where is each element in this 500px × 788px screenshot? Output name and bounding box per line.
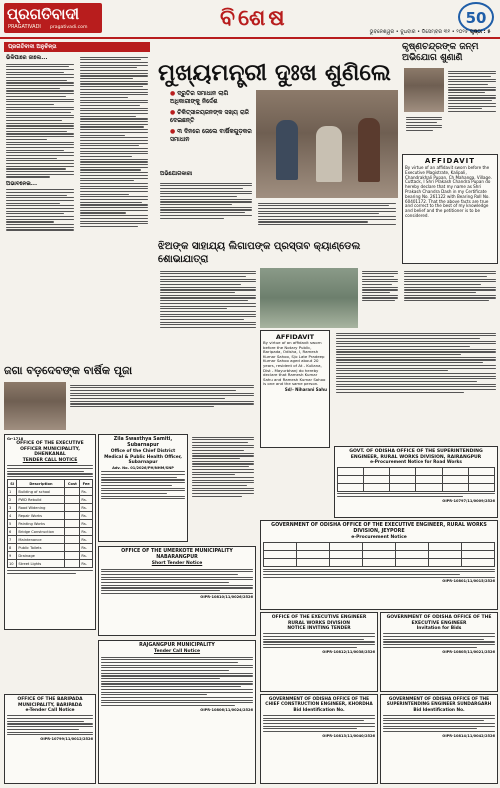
notice-2-sub: Short Tender Notice	[151, 561, 203, 566]
notice-sundargarh	[380, 694, 498, 784]
table-row	[8, 544, 93, 552]
notice-3-code: OIPR-10797/11/0009/2526	[442, 498, 495, 503]
notice-subarnapur	[98, 434, 188, 542]
table-cell: 9	[8, 552, 17, 560]
notice-1-header: Zila Swasthya Samiti, Subarnapur	[113, 437, 173, 448]
bottom-headline: ଜଗା ବଡ଼ଦେବଙ୍କ ବାର୍ଷିକ ପୂଜା	[4, 364, 133, 377]
table-cell: 8	[8, 544, 17, 552]
logo-sub: PRAGATIVADI	[8, 24, 41, 30]
affidavit-text-1: By virtue of an affidavit sworn before the Executive Magistrate, Kalipali, Chandrakhali Pupan, Ch Mahanga, Village. Cuttack, I Shri Prakash Chandra Pupan do hereby declare that my name as Shri Prakash Chandra Dash in my Certificate bearing No. 261122 with Bearing Roll No. 60401172. That the above facts are true and correct to the best of my knowledge and belief and the petitioner is to be considered.	[405, 165, 492, 218]
main-headline: ମୁଖ୍ୟମନ୍ତ୍ରୀ ଦୁଃଖ ଶୁଣିଲେ	[158, 59, 391, 86]
table-cell: Rs.	[80, 512, 93, 520]
affidavit-title-1: AFFIDAVIT	[424, 157, 476, 165]
table-cell: Building of school	[17, 488, 65, 496]
notice-5-code: OIPR-10812/11/0038/2526	[322, 649, 375, 654]
affidavit-sign-2: Sd/- Niharani Sahu	[284, 386, 327, 392]
notice-0-header: OFFICE OF THE EXECUTIVE OFFICER MUNICIPALITY, DHENKANAL	[16, 441, 84, 458]
notice-4-sub: e-Procurement Notice	[351, 535, 407, 540]
bottom-photo	[4, 382, 66, 430]
notice-6-sub: Invitation for Bids	[416, 626, 462, 632]
table-head: Cost	[65, 480, 80, 488]
notice-khordha	[260, 694, 378, 784]
table-cell	[65, 536, 80, 544]
table-cell: 5	[8, 520, 17, 528]
table-head: Fee	[80, 480, 93, 488]
notice-1-code: Adv. No. 01/2026/PH/NHM/SNP	[112, 465, 174, 470]
table-cell: PWD Rebuild	[17, 496, 65, 504]
anniversary-number: 50	[465, 9, 487, 27]
right-headline-line2: ଅଭିଯୋଗ ଶୁଣାଣି	[402, 53, 463, 63]
notice-4-table	[263, 542, 495, 567]
main-bullets	[170, 90, 254, 166]
table-head: Sl	[8, 480, 17, 488]
notice-1-sub: Office of the Chief District Medical & Public Health Officer, Subarnapur	[104, 449, 182, 465]
photo-person-2	[316, 126, 342, 182]
notice-10-sub: Bid Identification No.	[413, 707, 465, 713]
notice-8-header: RAJGANGPUR MUNICIPALITY	[139, 643, 215, 648]
main-bullet-1: ● ଦ୍ରୁତିର ସମାଧାନ ଲାଗି ଅଧିକାରୀଙ୍କୁ ନିର୍ଦ୍ଦେଶ	[170, 90, 254, 106]
table-cell: Road Widening	[17, 504, 65, 512]
left-heading-1: ଭିକିପାରେ ଜାଲେ...	[6, 55, 48, 61]
notice-7-code: OIPR-10799/11/0012/2526	[40, 736, 93, 741]
table-row	[8, 552, 93, 560]
table-cell: Rs.	[80, 544, 93, 552]
main-bullet-2: ● ଚିକିତ୍ସାଳୟଜନଙ୍କ ସଖ୍ୟ ରାଜି ଦେଇଛନ୍ତି	[170, 109, 254, 125]
table-cell: Street Lights	[17, 560, 65, 568]
section-tag-text: ପ୍ରଗତିବାଦୀ ଅନୁଚିନ୍ତା	[8, 44, 57, 50]
right-top-body-2	[404, 114, 444, 152]
notice-8-code: OIPR-10806/11/0024/2526	[200, 707, 253, 712]
table-cell	[65, 496, 80, 504]
notice-9-header: GOVERNMENT OF ODISHA OFFICE OF THE CHIEF CONSTRUCTION ENGINEER, KHORDHA	[265, 697, 373, 708]
affidavit-box-1	[402, 154, 498, 264]
logo-box	[4, 3, 102, 33]
notice-9-sub: Bid Identification No.	[293, 707, 345, 713]
photo-person-3	[358, 118, 380, 182]
table-cell	[65, 528, 80, 536]
table-cell	[65, 512, 80, 520]
notice-10-header: GOVERNMENT OF ODISHA OFFICE OF THE SUPERINTENDING ENGINEER SUNDARGARH	[386, 697, 492, 708]
masthead-rule	[0, 37, 500, 39]
notice-6-code: OIPR-10805/11/0021/2526	[442, 649, 495, 654]
notice-7-sub: e-Tender Call Notice	[25, 708, 75, 714]
table-cell: Rs.	[80, 504, 93, 512]
second-headline: ଝିଅଙ୍କ ସାହାଯ୍ୟ ଲିଗାପଙ୍କ ପ୍ରସ୍ତାବ କ୍ୟାଣ୍ଡେଲ ଶୋଭାଯାତ୍ରା	[158, 241, 361, 265]
second-body	[158, 268, 258, 356]
notice-7-header: OFFICE OF THE BARIPADA MUNICIPALITY, BARIPADA	[17, 697, 83, 708]
notice-dhenkanal	[4, 434, 96, 630]
notice-8-sub: Tender Call Notice	[153, 649, 201, 654]
website-text: pragativadi.com	[50, 25, 88, 30]
left-heading-2: ଅଭାବନେଇ...	[6, 180, 38, 187]
table-cell: 3	[8, 504, 17, 512]
table-cell: Rs.	[80, 552, 93, 560]
table-cell	[65, 560, 80, 568]
notice-5-sub: NOTICE INVITING TENDER	[287, 626, 351, 632]
affidavit-text-2: By virtue of an affidavit sworn before the Notary Public, Baripada, Odisha, I, Ramesh Kumar Sahoo, S/o Late Pradeep Kumar Sahoo aged about 20 years, resident of At - Kuliana, Dist - Mayurbhanj do hereby declare that Ramesh Kumar Sahu and Ramesh Kumar Sahoo is one and the same person.	[263, 340, 326, 387]
affidavit-title-2: AFFIDAVIT	[275, 333, 315, 341]
table-cell: 1	[8, 488, 17, 496]
table-row	[8, 496, 93, 504]
notice-2-header: OFFICE OF THE UMERKOTE MUNICIPALITY NABARANGPUR	[121, 549, 233, 560]
notice-rairangpur	[334, 446, 498, 518]
notice-rwd	[260, 612, 378, 692]
table-cell: Repair Works	[17, 512, 65, 520]
notice-5-header: OFFICE OF THE EXECUTIVE ENGINEER RURAL WORKS DIVISION	[271, 615, 367, 626]
table-row	[8, 536, 93, 544]
notice-0-table	[7, 479, 93, 568]
table-head: Description	[17, 480, 65, 488]
logo-text: ପ୍ରଗତିବାଦୀ	[7, 5, 80, 23]
table-row	[8, 560, 93, 568]
notice-invitation	[380, 612, 498, 692]
table-cell: Drainage	[17, 552, 65, 560]
table-cell: Public Toilets	[17, 544, 65, 552]
main-subheading: ଅଭିଯୋଗକାରୀ	[160, 171, 193, 177]
table-cell	[65, 504, 80, 512]
table-cell: 2	[8, 496, 17, 504]
table-cell: 4	[8, 512, 17, 520]
table-row	[8, 512, 93, 520]
section-tag	[4, 42, 150, 52]
table-cell: 10	[8, 560, 17, 568]
notice-4-code: OIPR-10801/11/0015/2526	[442, 579, 495, 584]
main-bullet-3: ● ୩ ଦିନରେ ଜେଲେ ବାର୍ଷିକଗୁଡ଼କର ସମାଧାନ	[170, 128, 254, 144]
date-line: ଭୁବନେଶ୍ୱର • ବୁଧବାର • ଡିସେମ୍ବର ୩୧ • ୨୦୨୫	[369, 29, 468, 35]
notice-4-header: GOVERNMENT OF ODISHA OFFICE OF THE EXECUTIVE ENGINEER, RURAL WORKS DIVISION, JEYPORE	[271, 523, 487, 534]
table-cell: Rs.	[80, 528, 93, 536]
table-row	[8, 488, 93, 496]
notice-3-header: GOVT. OF ODISHA OFFICE OF THE SUPERINTENDING ENGINEER, RURAL WORKS DIVISION, RAIRANGPUR	[349, 449, 483, 460]
right-mid-body	[334, 330, 498, 442]
notice-3-sub: e-Procurement Notice for Road Works	[370, 460, 462, 466]
table-cell: Rs.	[80, 488, 93, 496]
bottom-body	[68, 382, 256, 430]
table-cell	[65, 488, 80, 496]
second-photo	[260, 268, 358, 328]
notice-9-code: OIPR-10813/11/0040/2526	[322, 733, 375, 738]
notice-2-code: OIPR-10810/11/0026/2526	[200, 595, 253, 600]
right-headline-line1: କୃଷ୍ଣଚନ୍ଦ୍ରଙ୍କ ଜନ୍ମ	[402, 42, 479, 52]
masthead	[0, 0, 500, 38]
notice-jeypore	[260, 520, 498, 610]
table-cell: Rs.	[80, 560, 93, 568]
right-top-body	[446, 68, 498, 152]
photo-person-1	[276, 120, 298, 180]
table-row	[8, 504, 93, 512]
table-cell: 7	[8, 536, 17, 544]
left-article	[4, 54, 76, 359]
table-cell	[65, 544, 80, 552]
notice-0-code: Gr-1718	[7, 437, 24, 441]
table-cell: Rs.	[80, 520, 93, 528]
notice-10-code: OIPR-10814/11/0042/2526	[442, 733, 495, 738]
table-row	[8, 520, 93, 528]
table-cell	[65, 552, 80, 560]
table-cell: Painting Works	[17, 520, 65, 528]
notice-rajgangpur	[98, 640, 256, 784]
table-cell: Bridge Construction	[17, 528, 65, 536]
notice-6-header: GOVERNMENT OF ODISHA OFFICE OF THE EXECUTIVE ENGINEER	[386, 615, 492, 626]
notice-3-table	[337, 467, 495, 492]
right-top-photo	[404, 68, 444, 112]
left-article-2	[78, 54, 150, 359]
notice-umerkote	[98, 546, 256, 636]
affidavit-box-2	[260, 330, 330, 448]
page-label: ପୃଷ୍ଠା : ୫	[470, 29, 491, 35]
table-row	[8, 528, 93, 536]
main-body-cols	[256, 200, 398, 236]
table-cell: 6	[8, 528, 17, 536]
main-photo	[256, 90, 398, 198]
table-cell: Maintenance	[17, 536, 65, 544]
table-cell	[65, 520, 80, 528]
section-title: ବିଶେଷ	[220, 5, 288, 31]
table-cell: Rs.	[80, 536, 93, 544]
notice-0-sub: TENDER CALL NOTICE	[22, 457, 78, 463]
bottom-body-2	[190, 434, 256, 542]
notice-baripada	[4, 694, 96, 784]
table-cell: Rs.	[80, 496, 93, 504]
right-top-story	[402, 42, 498, 152]
main-body-left	[158, 180, 254, 236]
right-upper-body	[402, 268, 498, 328]
